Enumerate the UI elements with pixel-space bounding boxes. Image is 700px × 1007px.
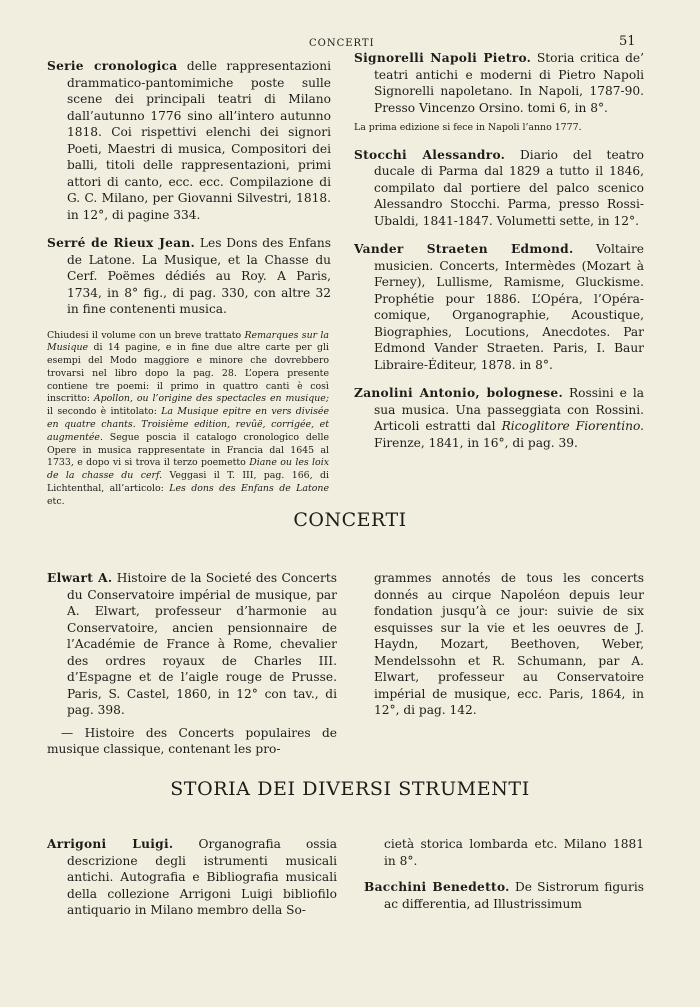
footnote-serre-de-rieux: Chiudesi il volume con un breve trattato Remarques sur la Musique di 14 pagine, e in fine due altre carte per gli esempi del Modo maggiore e minore che dovrebbero trovarsi nel libro dopo la pag. 28. L’opera presente contiene tre poemi: il primo in quattro canti è così inscritto: Apollon, ou l’origine des spectacles en musique; il secondo è intitolato: La Musique epitre en vers divisée en quatre chants. Troisième edition, revûë, corrigée, et augmentée. Segue poscia il catalogo cronologico delle Opere in musica rappresentate in Francia dal 1645 al 1733, e dopo vi si trova il terzo poemetto Diane ou les loix de la chasse du cerf. Veggasi il T. III, pag. 166, di Lichtenthal, all’articolo: Les dons des Enfans de Latone etc. [47, 329, 329, 507]
entry-continuation: cietà storica lombarda etc. Milano 1881 in 8°. [384, 837, 644, 868]
entry-zanolini: Zanolini Antonio, bolognese. Rossini e la sua musica. Una passeggiata con Rossini. Articoli estratti dal Ricoglitore Fiorentino. Firenze, 1841, in 16°, di pag. 39. [354, 386, 645, 450]
entry-text: Organografia ossia descrizione degli istrumenti musicali antichi. Autografia e Bibliografia musicali della collezione Arrigoni Luigi bibliofilo antiquario in Milano membro della So- [67, 837, 337, 917]
footnote-signorelli: La prima edizione si fece in Napoli l’anno 1777. [354, 122, 582, 133]
entry-arrigoni [47, 836, 337, 919]
page-number: 51 [619, 34, 636, 49]
entry-text: Diario del teatro ducale di Parma dal 1829 a tutto il 1846, compilato dal portiere del palco scenico Alessandro Stocchi. Parma, presso Rossi-Ubaldi, 1841-1847. Volumetti sette, in 12°. [374, 147, 644, 228]
entry-signorelli [354, 50, 644, 116]
entry-vander-straeten [354, 241, 644, 373]
entry-text: Storia critica de’ teatri antichi e moderni di Pietro Napoli Signorelli napoletano. In Napoli, 1787-90. Presso Vincenzo Orsino. tomi 6, in 8°. [374, 51, 644, 115]
entry-author: Vander Straeten Edmond. [354, 242, 574, 257]
entry-text: delle rappresentazioni drammatico-pantomimiche poste sulle scene dei principali teatri di Milano dall’autunno 1776 sino all’intero autunno 1818. Coi rispettivi elenchi dei signori Poeti, Maestri di musica, Compositori dei balli, titoli delle rappresentazioni, primi attori di canto, ecc. ecc. Compilazione di G. C. Milano, per Giovanni Silvestri, 1818. in 12°, di pagine 334. [67, 59, 331, 222]
entry-text: Voltaire musicien. Concerts, Intermèdes (Mozart à Ferney), Lullisme, Ramisme, Gluckisme. Prophétie pour 1886. L’Opéra, l’Opéra-comique, Organographie, Acoustique, Biographies, Locutions, Anecdotes. Par Edmond Vander Straeten. Paris, I. Baur Libraire-Éditeur, 1878. in 8°. [374, 242, 644, 372]
concerti-right-column [374, 570, 644, 719]
strumenti-left-column [47, 836, 337, 919]
left-column [47, 58, 331, 509]
entry-author: Elwart A. [47, 571, 113, 585]
strumenti-right-column [364, 836, 644, 912]
entry-text: De Sistrorum figuris ac differentia, ad Illustrissimum [384, 880, 644, 911]
entry-author: Serré de Rieux Jean. [47, 236, 196, 250]
entry-serre-de-rieux [47, 235, 331, 318]
entry-text: Histoire de la Societé des Concerts du Conservatoire impérial de musique, par A. Elwart, professeur d’harmonie au Conservatoire, ancien pensionnaire de l’Académie de France à Rome, chevalier des ordres royaux de Charles III. d’Espagne et de l’aigle rouge de Prusse. Paris, S. Castel, 1860, in 12° con tav., di pag. 398. [67, 571, 337, 717]
running-title: CONCERTI [309, 38, 375, 49]
section-title-strumenti: STORIA DEI DIVERSI STRUMENTI [170, 778, 530, 800]
entry-author: Serie cronologica [47, 59, 178, 73]
concerti-left-column [47, 570, 337, 758]
entry-stocchi [354, 147, 644, 230]
entry-text: Les Dons des Enfans de Latone. La Musique, et la Chasse du Cerf. Poëmes dédiés au Roy. A Paris, 1734, in 8° fig., di pag. 330, con altre 32 in fine contenenti musica. [67, 236, 331, 316]
right-column [354, 50, 644, 451]
entry-serie-cronologica [47, 58, 331, 223]
entry-author: Arrigoni Luigi. [47, 837, 174, 851]
entry-bacchini [364, 879, 644, 912]
section-title-concerti: CONCERTI [293, 509, 407, 531]
entry-author: Zanolini Antonio, bolognese. [354, 386, 563, 401]
entry-continuation: grammes annotés de tous les concerts donnés au cirque Napoléon depuis leur fondation jusqu’à ce jour: suivie de six esquisses sur la vie et les oeuvres de J. Haydn, Mozart, Beethoven, Weber, Mendelssohn et R. Schumann, par A. Elwart, professeur au Conservatoire impérial de musique, ecc. Paris, 1864, in 12°, di pag. 142. [374, 571, 644, 717]
entry-elwart [47, 570, 337, 719]
ditto-dash: — [61, 725, 74, 740]
entry-author: Stocchi Alessandro. [354, 147, 506, 162]
entry-elwart-2 [47, 725, 337, 758]
entry-author: Signorelli Napoli Pietro. [354, 51, 532, 65]
entry-author: Bacchini Benedetto. [364, 880, 510, 894]
entry-text: Histoire des Concerts populaires de musique classique, contenant les pro- [47, 725, 337, 756]
